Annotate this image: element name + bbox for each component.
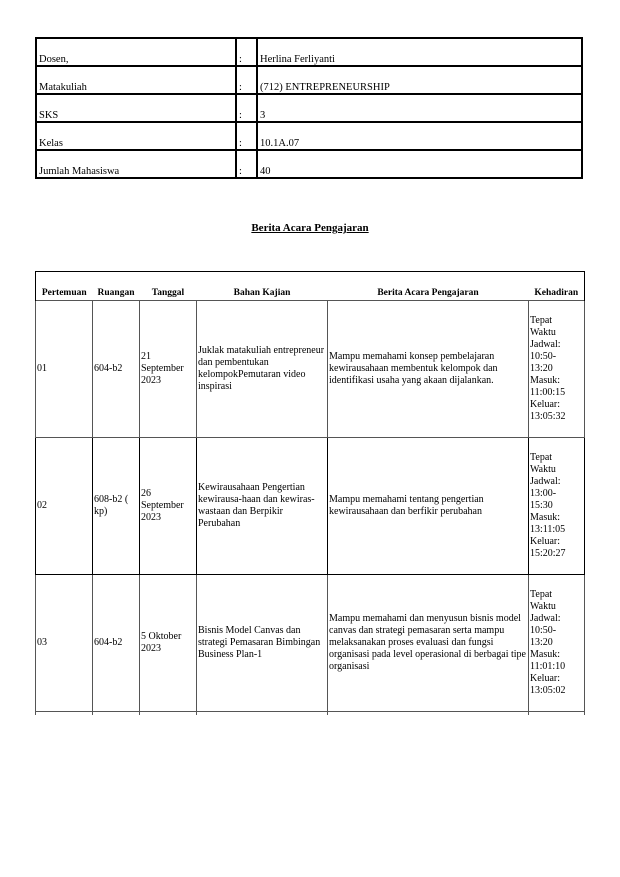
header-kehadiran: Kehadiran <box>529 272 585 301</box>
course-info-table <box>35 37 583 179</box>
continuation-cell <box>328 712 529 716</box>
kehadiran-line: 10:50- <box>530 351 557 362</box>
info-label: Dosen, <box>36 38 236 66</box>
kehadiran-line: 13:05:02 <box>530 685 566 696</box>
kehadiran-line: 11:01:10 <box>530 661 566 672</box>
info-label: Kelas <box>36 122 236 150</box>
continuation-cell <box>36 712 93 716</box>
kehadiran-line: Waktu <box>530 327 556 338</box>
cell-berita-acara: Mampu memahami dan menyusun bisnis model canvas dan strategi pemasaran serta mampu melaksanakan proses evaluasi dan fungsi organisasi pada level operasional di berbagai tipe organisasi <box>328 575 529 712</box>
table-row <box>36 438 585 575</box>
kehadiran-line: Tepat <box>530 315 553 326</box>
continuation-cell <box>140 712 197 716</box>
cell-ruangan: 604-b2 <box>93 301 140 438</box>
info-label: SKS <box>36 94 236 122</box>
cell-bahan-kajian: Kewirausahaan Pengertian kewirausa-haan dan kewiras-wastaan dan Berpikir Perubahan <box>197 438 328 575</box>
info-row <box>36 38 582 66</box>
kehadiran-line: 13:20 <box>530 363 553 374</box>
kehadiran-line: Masuk: <box>530 649 560 660</box>
kehadiran-line: 13:20 <box>530 637 553 648</box>
kehadiran-line: 10:50- <box>530 625 557 636</box>
header-tanggal: Tanggal <box>140 272 197 301</box>
kehadiran-line: 15:30 <box>530 500 553 511</box>
info-row <box>36 150 582 178</box>
continuation-cell <box>93 712 140 716</box>
cell-bahan-kajian: Bisnis Model Canvas dan strategi Pemasaran Bimbingan Business Plan-1 <box>197 575 328 712</box>
kehadiran-line: Keluar: <box>530 673 560 684</box>
kehadiran-line: Keluar: <box>530 399 560 410</box>
table-continuation <box>36 712 585 716</box>
info-separator: : <box>236 122 257 150</box>
kehadiran-line: 13:05:32 <box>530 411 566 422</box>
kehadiran-line: Masuk: <box>530 512 560 523</box>
cell-ruangan: 604-b2 <box>93 575 140 712</box>
kehadiran-line: Waktu <box>530 464 556 475</box>
kehadiran-line: Tepat <box>530 452 553 463</box>
header-pertemuan: Pertemuan <box>36 272 93 301</box>
cell-tanggal: 21 September 2023 <box>140 301 197 438</box>
kehadiran-line: 11:00:15 <box>530 387 566 398</box>
info-value: (712) ENTREPRENEURSHIP <box>257 66 582 94</box>
kehadiran-line: Masuk: <box>530 375 560 386</box>
info-label: Matakuliah <box>36 66 236 94</box>
table-row <box>36 575 585 712</box>
kehadiran-line: 13:00- <box>530 488 557 499</box>
kehadiran-line: Keluar: <box>530 536 560 547</box>
teaching-record-table <box>35 271 585 715</box>
cell-bahan-kajian: Juklak matakuliah entrepreneur dan pembentukan kelompokPemutaran video inspirasi <box>197 301 328 438</box>
kehadiran-line: 15:20:27 <box>530 548 566 559</box>
cell-tanggal: 26 September 2023 <box>140 438 197 575</box>
info-separator: : <box>236 38 257 66</box>
kehadiran-line: 13:11:05 <box>530 524 566 535</box>
kehadiran-line: Waktu <box>530 601 556 612</box>
kehadiran-line: Tepat <box>530 589 553 600</box>
continuation-cell <box>197 712 328 716</box>
cell-pertemuan: 02 <box>36 438 93 575</box>
kehadiran-line: Jadwal: <box>530 339 561 350</box>
info-row <box>36 66 582 94</box>
kehadiran-line: Jadwal: <box>530 476 561 487</box>
cell-berita-acara: Mampu memahami tentang pengertian kewirausahaan dan berfikir perubahan <box>328 438 529 575</box>
header-berita-acara: Berita Acara Pengajaran <box>328 272 529 301</box>
info-separator: : <box>236 66 257 94</box>
table-row <box>36 301 585 438</box>
continuation-cell <box>529 712 585 716</box>
cell-kehadiran <box>529 575 585 712</box>
info-value: 3 <box>257 94 582 122</box>
info-value: 10.1A.07 <box>257 122 582 150</box>
cell-kehadiran <box>529 438 585 575</box>
info-row <box>36 122 582 150</box>
info-value: Herlina Ferliyanti <box>257 38 582 66</box>
info-row <box>36 94 582 122</box>
info-label: Jumlah Mahasiswa <box>36 150 236 178</box>
header-bahan-kajian: Bahan Kajian <box>197 272 328 301</box>
info-separator: : <box>236 94 257 122</box>
kehadiran-line: Jadwal: <box>530 613 561 624</box>
info-separator: : <box>236 150 257 178</box>
cell-pertemuan: 03 <box>36 575 93 712</box>
info-value: 40 <box>257 150 582 178</box>
cell-ruangan: 608-b2 ( kp) <box>93 438 140 575</box>
cell-kehadiran <box>529 301 585 438</box>
page-title: Berita Acara Pengajaran <box>251 222 369 234</box>
cell-pertemuan: 01 <box>36 301 93 438</box>
cell-berita-acara: Mampu memahami konsep pembelajaran kewirausahaan membentuk kelompok dan identifikasi usaha yang akaan dijalankan. <box>328 301 529 438</box>
header-ruangan: Ruangan <box>93 272 140 301</box>
cell-tanggal: 5 Oktober 2023 <box>140 575 197 712</box>
